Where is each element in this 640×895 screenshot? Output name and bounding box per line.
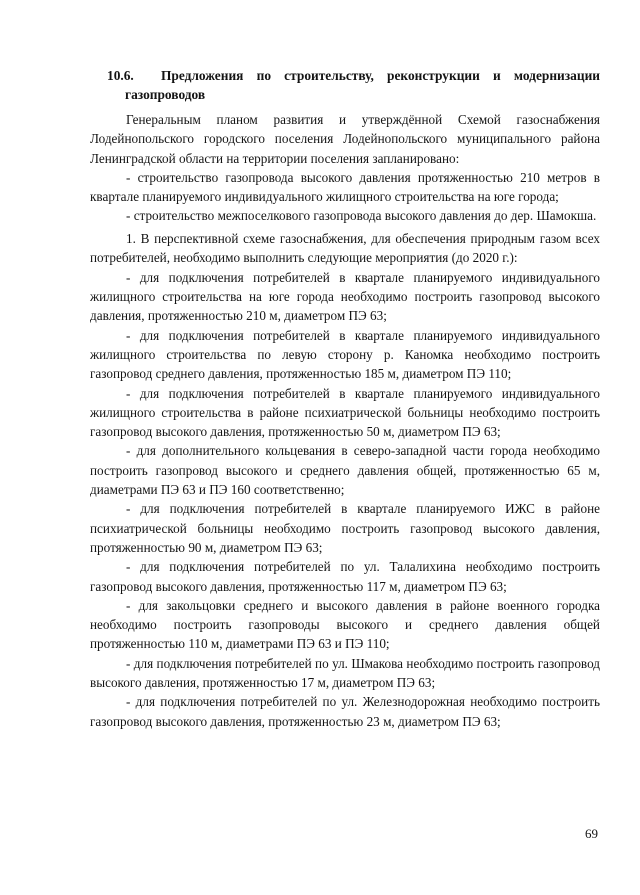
list-item: - для подключения потребителей по ул. Шмакова необходимо построить газопровод высокого давления, протяженностью 17 м, диаметром ПЭ 63; bbox=[90, 655, 600, 690]
document-body bbox=[90, 110, 600, 731]
numbered-paragraph: 1. В перспективной схеме газоснабжения, для обеспечения природным газом всех потребителей, необходимо выполнить следующие мероприятия (до 2020 г.): bbox=[90, 231, 600, 266]
list-item: - для подключения потребителей по ул. Железнодорожная необходимо построить газопровод высокого давления, протяженностью 23 м, диаметром ПЭ 63; bbox=[90, 694, 600, 729]
section-title-line-2: газопроводов bbox=[125, 87, 206, 102]
intro-paragraph: Генеральным планом развития и утверждённой Схемой газоснабжения Лодейнопольского городского поселения Лодейнопольского муниципального района Ленинградской области на территории поселения запланировано: bbox=[90, 112, 600, 166]
list-item: - для подключения потребителей в квартале планируемого индивидуального жилищного строительства на юге города необходимо построить газопровод высокого давления, протяженностью 210 м, диаметром ПЭ 63; bbox=[90, 269, 600, 324]
section-title-line-1: Предложения по строительству, реконструкции и модернизации bbox=[161, 68, 600, 83]
list-item: - для подключения потребителей по ул. Талалихина необходимо построить газопровод высокого давления, протяженностью 117 м, диаметром ПЭ 63; bbox=[90, 559, 600, 594]
list-item: - строительство межпоселкового газопровода высокого давления до дер. Шамокша. bbox=[126, 208, 597, 224]
list-item: - для подключения потребителей в квартале планируемого индивидуального жилищного строительства по левую сторону р. Каномка необходимо построить газопровод среднего давления, протяженностью 185 м, диаметром ПЭ 110; bbox=[90, 327, 600, 382]
list-item: - для закольцовки среднего и высокого давления в районе военного городка необходимо построить газопроводы высокого и среднего давления общей протяженностью 110 м, диаметрами ПЭ 63 и ПЭ 110; bbox=[90, 597, 600, 652]
list-item: - строительство газопровода высокого давления протяженностью 210 метров в квартале планируемого индивидуального жилищного строительства на юге города; bbox=[90, 169, 600, 205]
list-item: - для подключения потребителей в квартале планируемого ИЖС в районе психиатрической больницы необходимо построить газопровод высокого давления, протяженностью 90 м, диаметром ПЭ 63; bbox=[90, 501, 600, 555]
list-item: - для дополнительного кольцевания в северо-западной части города необходимо построить газопровод высокого и среднего давления общей, протяженностью 65 м, диаметрами ПЭ 63 и ПЭ 160 соответственно; bbox=[90, 443, 600, 498]
list-item: - для подключения потребителей в квартале планируемого индивидуального жилищного строительства в районе психиатрической больницы необходимо построить газопровод высокого давления, протяженностью 50 м, диаметром ПЭ 63; bbox=[90, 385, 600, 440]
section-number: 10.6. bbox=[107, 68, 134, 83]
page-number: 69 bbox=[585, 826, 598, 841]
